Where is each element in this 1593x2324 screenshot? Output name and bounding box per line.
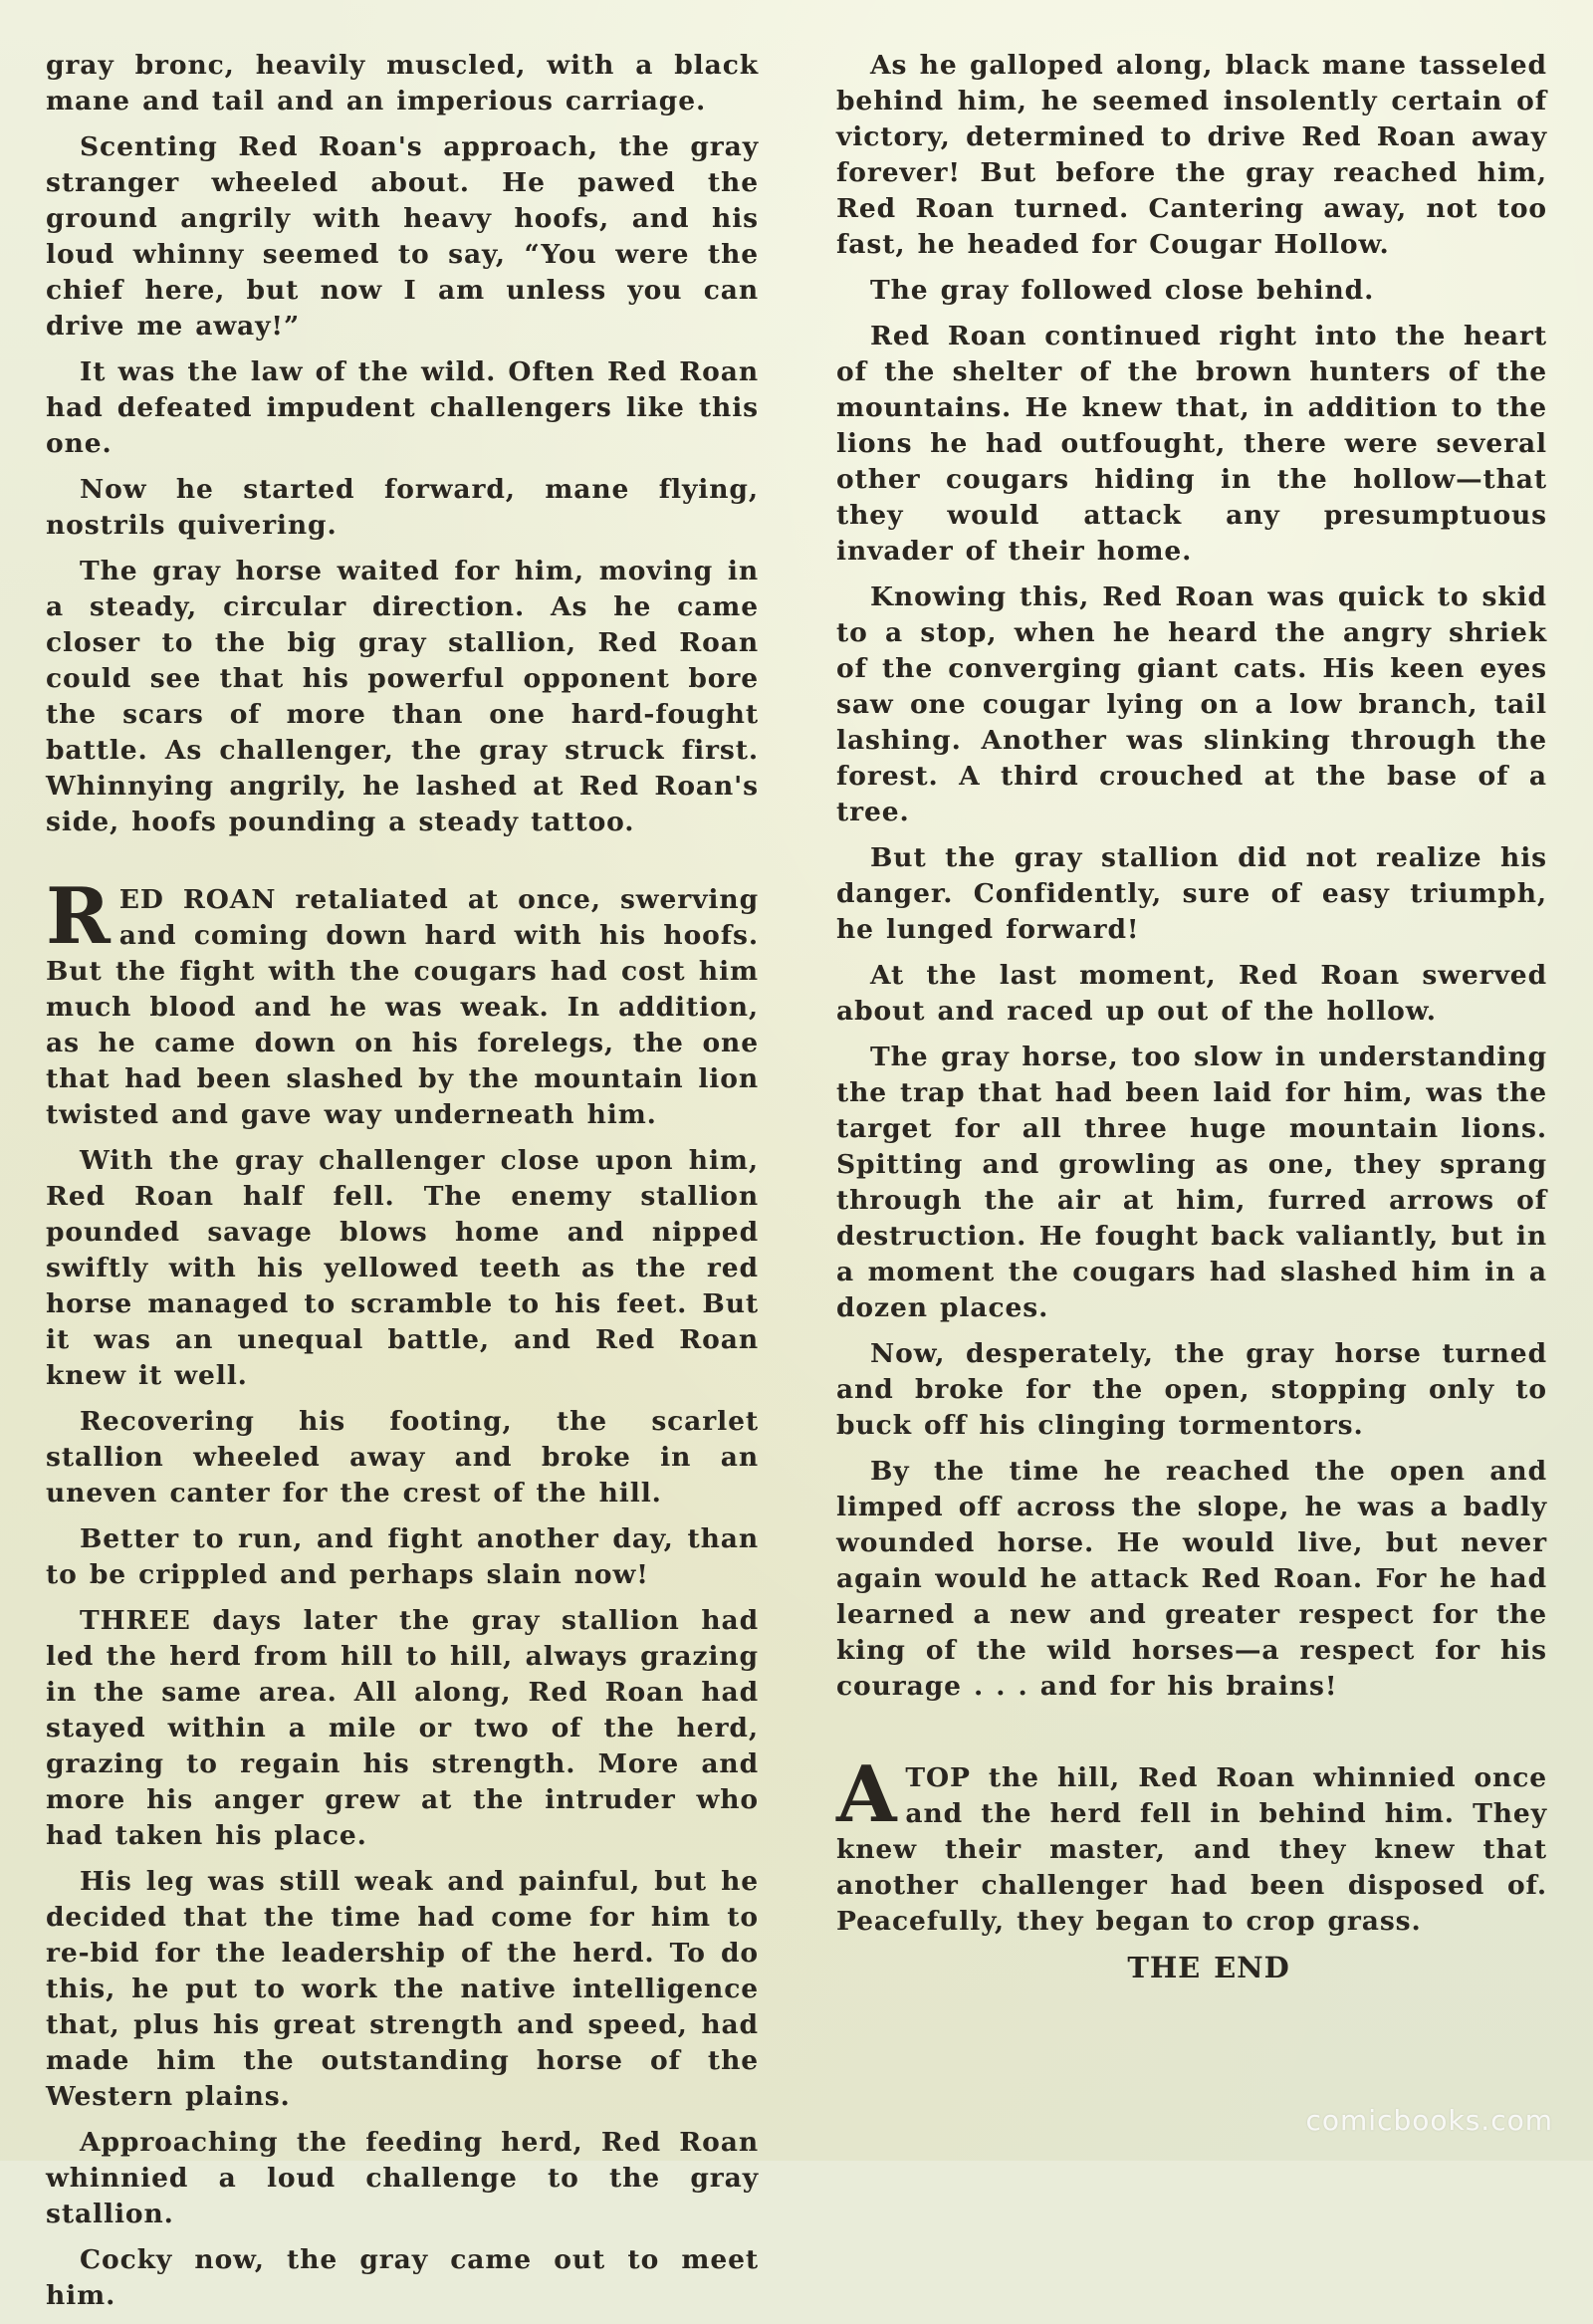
paragraph-text: ED ROAN retaliated at once, swerving and coming down hard with his hoofs. But the fight with the cougars had cost him much blood and he was weak. In addition, as he came down on his forelegs, the one that had been slashed by the mountain lion twisted and gave way underneath him. — [46, 884, 759, 1130]
dropcap-paragraph — [836, 1749, 1547, 1940]
paragraph: It was the law of the wild. Often Red Roan had defeated impudent challengers like this one. — [46, 356, 759, 459]
paragraph-text: TOP the hill, Red Roan whinnied once and the herd fell in behind him. They knew their master, and they knew that another challenger had been disposed of. Peacefully, they began to crop grass. — [836, 1762, 1547, 1937]
left-text-column — [46, 48, 759, 2324]
paragraph: His leg was still weak and painful, but he decided that the time had come for him to re-bid for the leadership of the herd. To do this, he put to work the native intelligence that, plus his great strength and speed, had made him the outstanding horse of the Western plains. — [46, 1866, 759, 2112]
paragraph: Cocky now, the gray came out to meet him. — [46, 2244, 759, 2311]
paragraph: Knowing this, Red Roan was quick to skid to a stop, when he heard the angry shriek of the converging giant cats. His keen eyes saw one cougar lying on a low branch, tail lashing. Another was slinking through the forest. A third crouched at the base of a tree. — [836, 581, 1547, 827]
the-end-label: THE END — [1127, 1951, 1290, 1984]
paragraph: The gray horse waited for him, moving in a steady, circular direction. As he came closer to the big gray stallion, Red Roan could see that his powerful opponent bore the scars of more than one hard-fought battle. As challenger, the gray struck first. Whinnying angrily, he lashed at Red Roan's side, hoofs pounding a steady tattoo. — [46, 556, 759, 837]
paragraph: As he galloped along, black mane tasseled behind him, he seemed insolently certain of victory, determined to drive Red Roan away forever! But before the gray reached him, Red Roan turned. Cantering away, not too fast, he headed for Cougar Hollow. — [836, 50, 1547, 260]
paragraph: THREE days later the gray stallion had led the herd from hill to hill, always grazing in the same area. All along, Red Roan had stayed within a mile or two of the herd, grazing to regain his strength. More and more his anger grew at the intruder who had taken his place. — [46, 1605, 759, 1851]
paragraph: Better to run, and fight another day, than to be crippled and perhaps slain now! — [46, 1523, 759, 1590]
paragraph: Now he started forward, mane flying, nostrils quivering. — [46, 474, 759, 541]
dropcap-paragraph — [46, 871, 759, 1133]
watermark: comicbooks.com — [1305, 2104, 1553, 2137]
paragraph: The gray followed close behind. — [870, 275, 1375, 306]
paragraph: But the gray stallion did not realize his danger. Confidently, sure of easy triumph, he lunged forward! — [836, 842, 1547, 945]
right-text-column — [836, 48, 1547, 1995]
paragraph: Now, desperately, the gray horse turned and broke for the open, stopping only to buck off his clinging tormentors. — [836, 1338, 1547, 1441]
drop-cap-letter: R — [46, 871, 112, 962]
paragraph: gray bronc, heavily muscled, with a black mane and tail and an imperious carriage. — [46, 50, 759, 116]
paragraph: The gray horse, too slow in understanding the trap that had been laid for him, was the target for all three huge mountain lions. Spitting and growling as one, they sprang through the air at him, furred arrows of destruction. He fought back valiantly, but in a moment the cougars had slashed him in a dozen places. — [836, 1042, 1547, 1323]
drop-cap-letter: A — [836, 1749, 898, 1840]
paragraph: Approaching the feeding herd, Red Roan whinnied a loud challenge to the gray stallion. — [46, 2127, 759, 2229]
paragraph: With the gray challenger close upon him, Red Roan half fell. The enemy stallion pounded savage blows home and nipped swiftly with his yellowed teeth as the red horse managed to scramble to his feet. But it was an unequal battle, and Red Roan knew it well. — [46, 1145, 759, 1391]
paragraph: Red Roan continued right into the heart of the shelter of the brown hunters of the mountains. He knew that, in addition to the lions he had outfought, there were several other cougars hiding in the hollow—that they would attack any presumptuous invader of their home. — [836, 321, 1547, 567]
paragraph: Scenting Red Roan's approach, the gray stranger wheeled about. He pawed the ground angrily with heavy hoofs, and his loud whinny seemed to say, “You were the chief here, but now I am unless you can drive me away!” — [46, 131, 759, 342]
paragraph: By the time he reached the open and limped off across the slope, he was a badly wounded horse. He would live, but never again would he attack Red Roan. For he had learned a new and greater respect for the king of the wild horses—a respect for his courage . . . and for his brains! — [836, 1456, 1547, 1702]
paragraph: At the last moment, Red Roan swerved about and raced up out of the hollow. — [836, 960, 1547, 1027]
paragraph: Recovering his footing, the scarlet stallion wheeled away and broke in an uneven canter for the crest of the hill. — [46, 1406, 759, 1509]
